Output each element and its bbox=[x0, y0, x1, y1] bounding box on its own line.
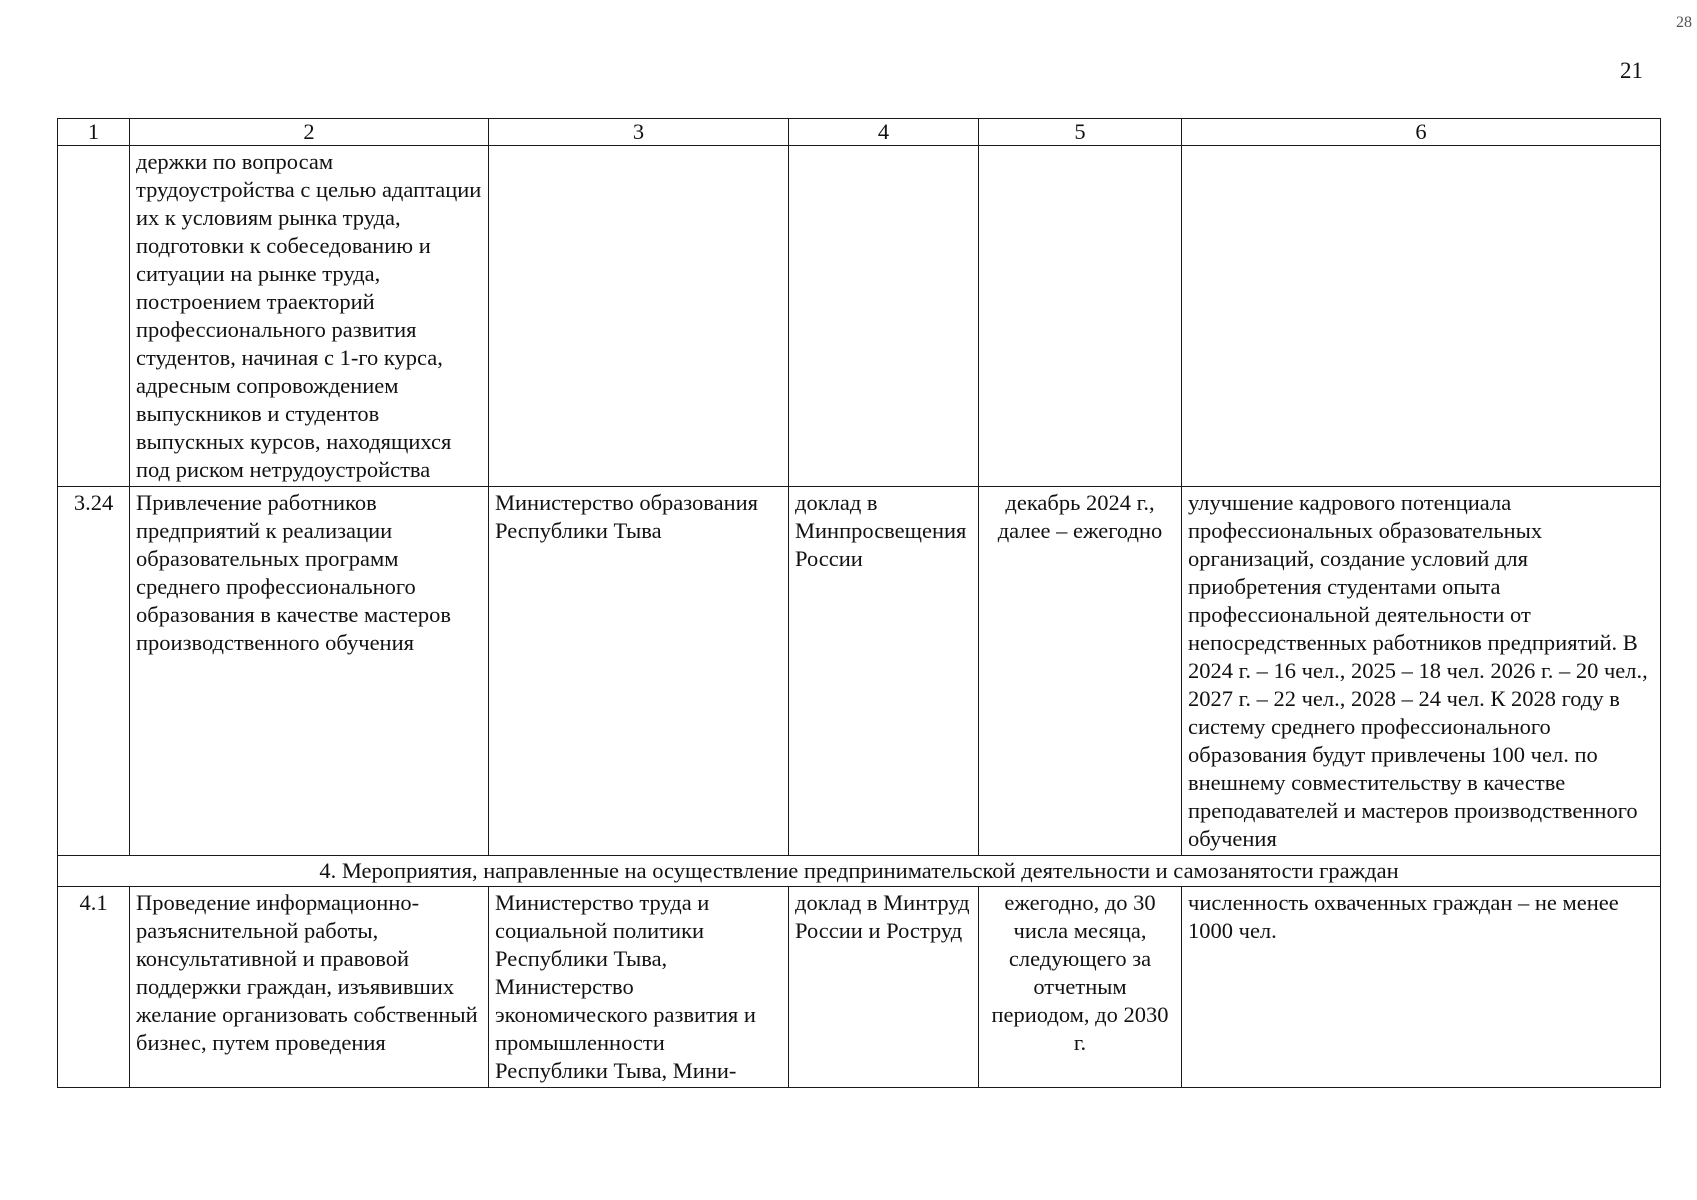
measures-table bbox=[57, 118, 1661, 1088]
deadline-cell: ежегодно, до 30 числа месяца, следующего за отчетным периодом, до 2030 г. bbox=[979, 887, 1182, 1088]
corner-mark: 28 bbox=[1676, 14, 1692, 31]
table-row bbox=[58, 887, 1661, 1088]
responsible-cell: Министерство труда и социальной политики Республики Тыва, Министерство экономического развития и промышленности Республики Тыва, Мини- bbox=[489, 887, 789, 1088]
header-col-5: 5 bbox=[979, 119, 1182, 146]
header-col-3: 3 bbox=[489, 119, 789, 146]
measure-text: Проведение информационно-разъяснительной работы, консультативной и правовой поддержки граждан, изъявивших желание организовать собственный бизнес, путем проведения bbox=[130, 887, 489, 1088]
header-col-1: 1 bbox=[58, 119, 130, 146]
result-form-cell bbox=[789, 146, 979, 487]
result-form-cell: доклад в Минпросвещения России bbox=[789, 487, 979, 856]
header-col-2: 2 bbox=[130, 119, 489, 146]
section-row bbox=[58, 856, 1661, 887]
responsible-cell bbox=[489, 146, 789, 487]
measure-text: Привлечение работников предприятий к реализации образовательных программ среднего профессионального образования в качестве мастеров производственного обучения bbox=[130, 487, 489, 856]
deadline-cell: декабрь 2024 г., далее – ежегодно bbox=[979, 487, 1182, 856]
section-heading: 4. Мероприятия, направленные на осуществление предпринимательской деятельности и самозанятости граждан bbox=[58, 856, 1661, 887]
row-number bbox=[58, 146, 130, 487]
page-number: 21 bbox=[1620, 58, 1643, 83]
deadline-cell bbox=[979, 146, 1182, 487]
measure-text: держки по вопросам трудоустройства с целью адаптации их к условиям рынка труда, подготовки к собеседованию и ситуации на рынке труда, построением траекторий профессионального развития студентов, начиная с 1-го курса, адресным сопровождением выпускников и студентов выпускных курсов, находящихся под риском нетрудоустройства bbox=[130, 146, 489, 487]
header-row bbox=[58, 119, 1661, 146]
expected-result-cell: улучшение кадрового потенциала профессиональных образовательных организаций, создание условий для приобретения студентами опыта профессиональной деятельности от непосредственных работников предприятий. В 2024 г. – 16 чел., 2025 – 18 чел. 2026 г. – 20 чел., 2027 г. – 22 чел., 2028 – 24 чел. К 2028 году в систему среднего профессионального образования будут привлечены 100 чел. по внешнему совместительству в качестве преподавателей и мастеров производственного обучения bbox=[1182, 487, 1661, 856]
header-col-4: 4 bbox=[789, 119, 979, 146]
responsible-cell: Министерство образования Республики Тыва bbox=[489, 487, 789, 856]
table-row bbox=[58, 146, 1661, 487]
header-col-6: 6 bbox=[1182, 119, 1661, 146]
row-number: 4.1 bbox=[58, 887, 130, 1088]
expected-result-cell: численность охваченных граждан – не менее 1000 чел. bbox=[1182, 887, 1661, 1088]
table-row bbox=[58, 487, 1661, 856]
row-number: 3.24 bbox=[58, 487, 130, 856]
result-form-cell: доклад в Минтруд России и Роструд bbox=[789, 887, 979, 1088]
expected-result-cell bbox=[1182, 146, 1661, 487]
